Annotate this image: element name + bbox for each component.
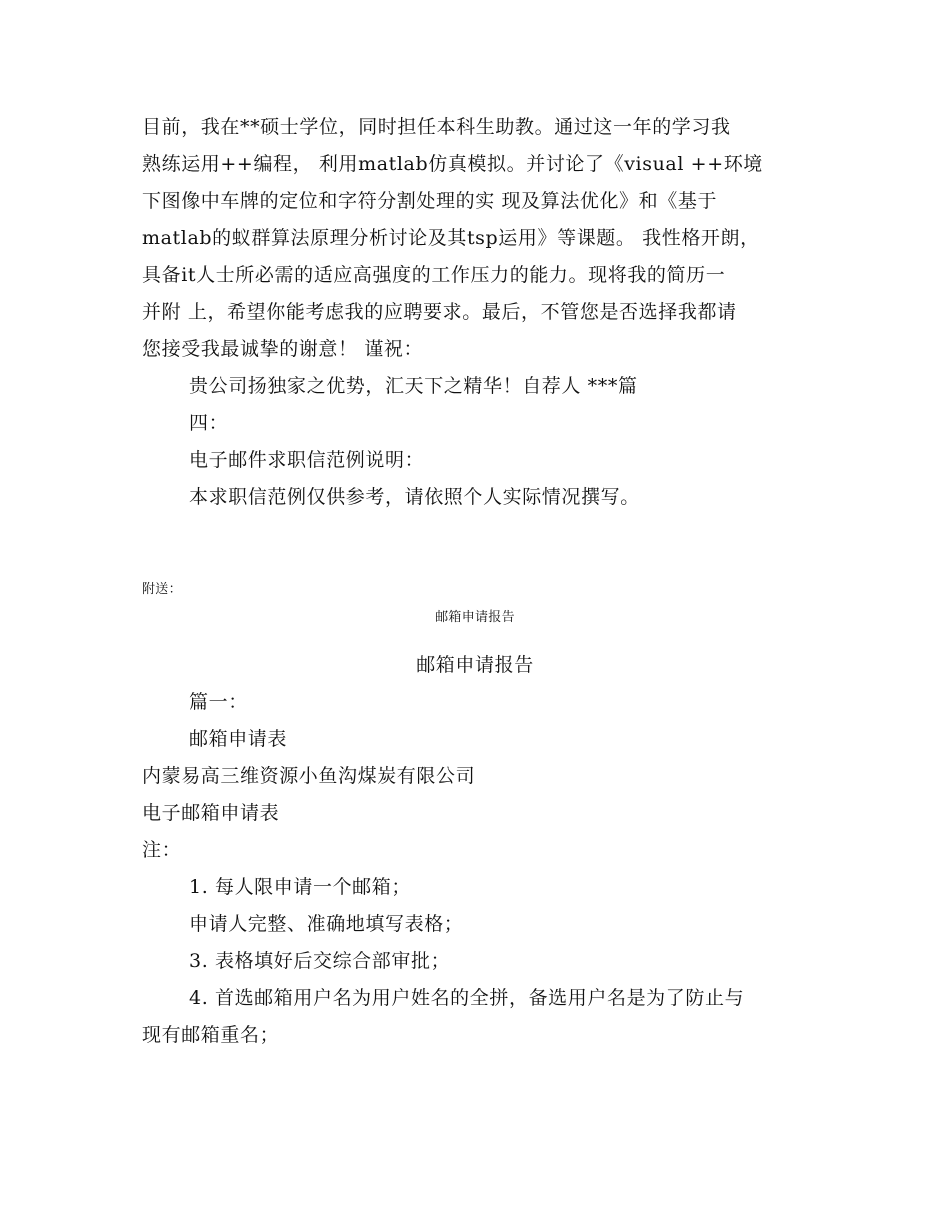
letter-line-6: 并附 上，希望你能考虑我的应聘要求。最后，不管您是否选择我都请 [142, 301, 737, 323]
appendix-note-item: 1. 每人限申请一个邮箱； [189, 876, 411, 898]
appendix-main-title: 邮箱申请报告 [416, 654, 534, 676]
email-note-body: 本求职信范例仅供参考，请依照个人实际情况撰写。 [189, 486, 640, 508]
letter-closing: 贵公司扬独家之优势，汇天下之精华！自荐人 ***篇 [189, 375, 638, 397]
email-note-title: 电子邮件求职信范例说明： [189, 449, 425, 471]
appendix-note-label: 注： [142, 839, 182, 861]
appendix-note-item: 申请人完整、准确地填写表格； [189, 913, 464, 935]
letter-line-5: 具备it人士所必需的适应高强度的工作压力的能力。现将我的简历一 [142, 264, 726, 286]
appendix-form-title: 电子邮箱申请表 [142, 802, 280, 824]
appendix-label: 附送： [142, 582, 182, 597]
section-four-heading: 四： [189, 412, 229, 434]
letter-line-3: 下图像中车牌的定位和字符分割处理的实 现及算法优化》和《基于 [142, 190, 718, 212]
appendix-note-item: 4. 首选邮箱用户名为用户姓名的全拼，备选用户名是为了防止与 [189, 987, 745, 1009]
appendix-note-item: 3. 表格填好后交综合部审批； [189, 950, 451, 972]
letter-line-2: 熟练运用++编程， 利用matlab仿真模拟。并讨论了《visual ++环境 [142, 153, 763, 175]
appendix-note-item-continuation: 现有邮箱重名； [142, 1024, 280, 1046]
letter-line-7: 您接受我最诚挚的谢意！ 谨祝： [142, 338, 424, 360]
letter-line-4: matlab的蚁群算法原理分析讨论及其tsp运用》等课题。 我性格开朗， [142, 227, 760, 249]
appendix-chapter: 篇一： [189, 691, 248, 713]
appendix-form-name: 邮箱申请表 [189, 728, 288, 750]
appendix-small-title: 邮箱申请报告 [435, 610, 515, 625]
letter-line-1: 目前，我在**硕士学位，同时担任本科生助教。通过这一年的学习我 [142, 116, 731, 138]
appendix-company: 内蒙易高三维资源小鱼沟煤炭有限公司 [142, 765, 476, 787]
